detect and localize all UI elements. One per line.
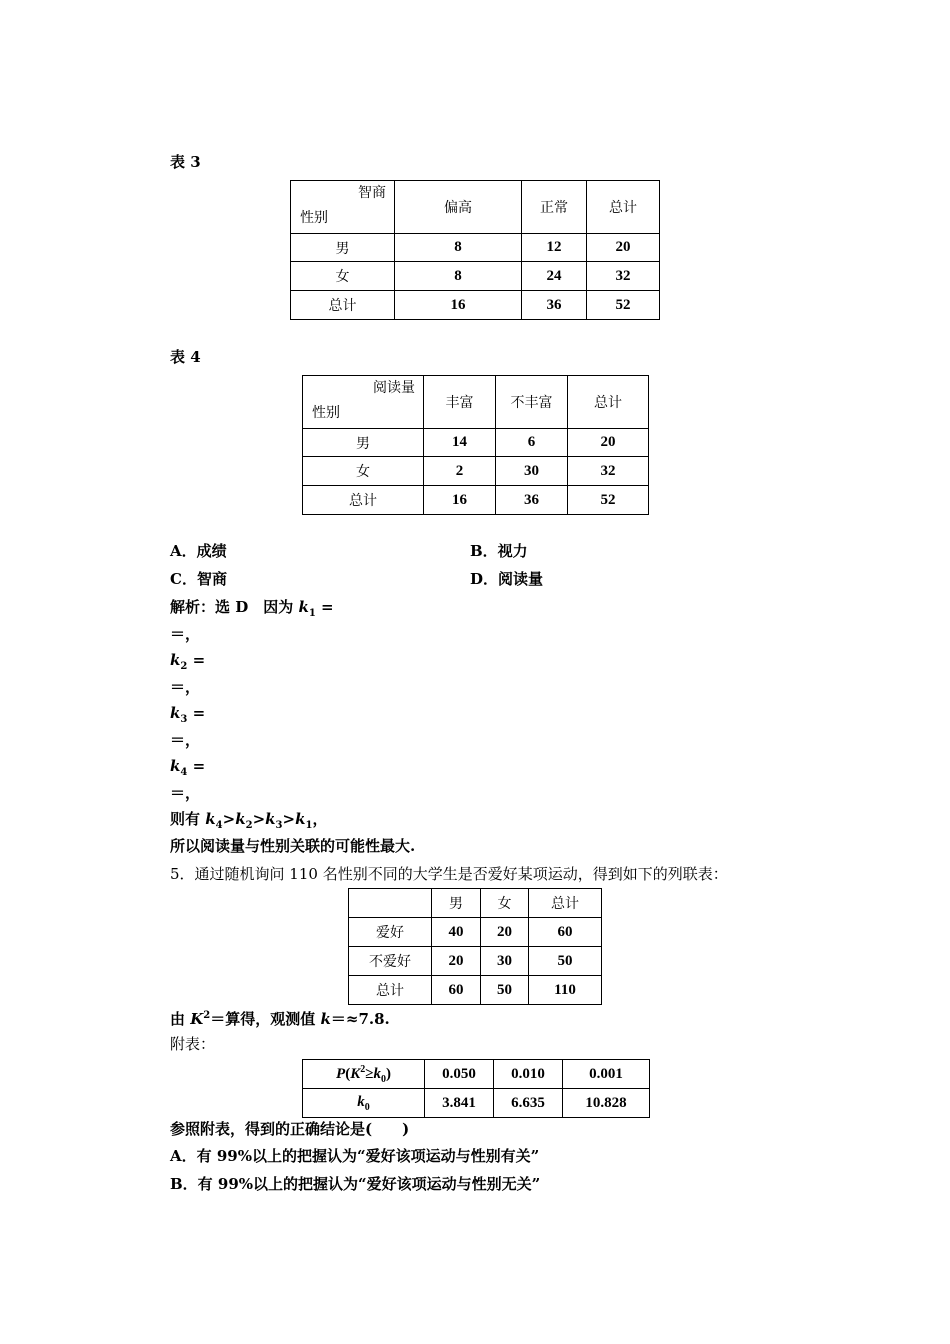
k-symbol: k [373, 1065, 381, 1082]
ge-sign: ≥ [365, 1065, 374, 1082]
table3-label: 表 3 [170, 153, 201, 171]
table-row [291, 262, 660, 291]
k-subscript: 1 [308, 608, 316, 619]
equals: = [315, 598, 334, 616]
table3 [290, 180, 660, 320]
q5-row-label: 总计 [349, 976, 432, 1005]
q5-cell: 110 [529, 976, 602, 1005]
P-symbol: P [336, 1065, 346, 1082]
table3-cell: 8 [395, 262, 522, 291]
ref-k-value: 3.841 [425, 1089, 494, 1118]
table3-cell: 8 [395, 234, 522, 262]
k-symbol: k [320, 1010, 331, 1028]
option-d [470, 569, 543, 589]
table-row [303, 457, 649, 486]
table4-header: 丰富 [424, 376, 496, 429]
table4-cell: 30 [496, 457, 568, 486]
table4-cell: 2 [424, 457, 496, 486]
table-row [291, 234, 660, 262]
ref-p-label [303, 1060, 425, 1089]
table-row [303, 486, 649, 515]
k-symbol: k [205, 810, 216, 828]
table-row [291, 291, 660, 320]
q5-question: 参照附表，得到的正确结论是( ) [170, 1120, 410, 1138]
q5-cell: 40 [432, 918, 481, 947]
gt-sign: > [252, 810, 266, 828]
k-symbol: k [170, 651, 181, 669]
K-symbol: K [350, 1065, 361, 1082]
then-text: 则有 [170, 810, 206, 828]
table3-row-label: 女 [291, 262, 395, 291]
solution-lead-text: 解析：选 D 因为 [170, 598, 299, 616]
K-superscript: 2 [203, 1010, 211, 1021]
k-symbol: k [295, 810, 306, 828]
k2-line [170, 650, 205, 677]
q5-cell: 20 [481, 918, 529, 947]
table3-corner-top: 智商 [358, 185, 386, 201]
table-row [349, 947, 602, 976]
k4-line [170, 756, 205, 783]
solution-cont: ＝， [170, 731, 201, 749]
q5-table [348, 888, 602, 1005]
ref-p-value: 0.001 [563, 1060, 650, 1089]
k-symbol: k [170, 757, 181, 775]
table4-corner-top: 阅读量 [373, 380, 415, 396]
table3-header: 总计 [587, 181, 660, 234]
table3-row-label: 男 [291, 234, 395, 262]
table-row [349, 976, 602, 1005]
table4-row-label: 总计 [303, 486, 424, 515]
q5-cell: 50 [529, 947, 602, 976]
table3-row-label: 总计 [291, 291, 395, 320]
ordering-line [170, 809, 327, 836]
paren: ) [385, 1065, 391, 1082]
equals: = [187, 704, 206, 722]
q5-cell: 60 [529, 918, 602, 947]
k-subscript: 0 [364, 1101, 370, 1113]
table4-cell: 6 [496, 429, 568, 457]
table3-cell: 24 [522, 262, 587, 291]
table4-header: 总计 [568, 376, 649, 429]
option-c-text: C．智商 [170, 570, 227, 588]
q5-row-label: 爱好 [349, 918, 432, 947]
q5-cell: 30 [481, 947, 529, 976]
q5-header: 男 [432, 889, 481, 918]
k-subscript: 2 [245, 820, 253, 831]
option-c [170, 569, 227, 589]
appendix-label: 附表： [170, 1035, 216, 1053]
k-subscript: 4 [215, 820, 223, 831]
table4-corner-cell [303, 376, 424, 429]
q5-cell: 60 [432, 976, 481, 1005]
q5-option-b: B．有 99%以上的把握认为“爱好该项运动与性别无关” [170, 1175, 541, 1193]
table3-corner-cell [291, 181, 395, 234]
q5-option-a: A．有 99%以上的把握认为“爱好该项运动与性别有关” [170, 1147, 540, 1165]
calc-prefix: 由 [170, 1010, 191, 1028]
equals: = [187, 757, 206, 775]
k-subscript: 0 [380, 1073, 386, 1085]
table3-cell: 32 [587, 262, 660, 291]
table4-header: 不丰富 [496, 376, 568, 429]
q5-header [349, 889, 432, 918]
k-symbol: k [298, 598, 309, 616]
reference-table [302, 1059, 650, 1118]
table4-cell: 20 [568, 429, 649, 457]
calc-end: ＝≈7.8. [330, 1010, 390, 1028]
calc-mid: ＝算得，观测值 [210, 1010, 321, 1028]
table4-cell: 32 [568, 457, 649, 486]
table4-row-label: 女 [303, 457, 424, 486]
table3-cell: 12 [522, 234, 587, 262]
table3-cell: 16 [395, 291, 522, 320]
comma: ， [312, 810, 328, 828]
k-symbol: k [265, 810, 276, 828]
table3-corner-bottom: 性别 [300, 210, 328, 226]
option-b [470, 541, 528, 561]
K-symbol: K [190, 1010, 204, 1028]
paren: ( [345, 1065, 351, 1082]
table4-cell: 16 [424, 486, 496, 515]
table3-header: 正常 [522, 181, 587, 234]
q5-stem: 5．通过随机询问 110 名性别不同的大学生是否爱好某项运动，得到如下的列联表： [170, 865, 728, 883]
k-symbol: k [235, 810, 246, 828]
q5-header: 女 [481, 889, 529, 918]
table4-cell: 52 [568, 486, 649, 515]
table3-header: 偏高 [395, 181, 522, 234]
gt-sign: > [282, 810, 296, 828]
k-subscript: 2 [180, 661, 188, 672]
table4-label: 表 4 [170, 348, 201, 366]
solution-cont: ＝， [170, 625, 201, 643]
option-a-text: A．成绩 [170, 542, 227, 560]
q5-cell: 20 [432, 947, 481, 976]
k-subscript: 4 [180, 767, 188, 778]
k-subscript: 3 [275, 820, 283, 831]
ref-k-label [303, 1089, 425, 1118]
ref-p-value: 0.010 [494, 1060, 563, 1089]
k-symbol: k [170, 704, 181, 722]
k3-line [170, 703, 205, 730]
equals: = [187, 651, 206, 669]
ref-p-value: 0.050 [425, 1060, 494, 1089]
table4 [302, 375, 649, 515]
q5-row-label: 不爱好 [349, 947, 432, 976]
k-subscript: 1 [305, 820, 313, 831]
k-subscript: 3 [180, 714, 188, 725]
ref-k-value: 6.635 [494, 1089, 563, 1118]
solution-conclusion: 所以阅读量与性别关联的可能性最大. [170, 837, 416, 855]
ref-k-value: 10.828 [563, 1089, 650, 1118]
table3-cell: 20 [587, 234, 660, 262]
table-row [349, 918, 602, 947]
solution-cont: ＝， [170, 784, 201, 802]
q5-header: 总计 [529, 889, 602, 918]
table3-cell: 36 [522, 291, 587, 320]
solution-lead [170, 597, 334, 624]
k-symbol: k [357, 1093, 365, 1110]
option-b-text: B．视力 [470, 542, 528, 560]
gt-sign: > [222, 810, 236, 828]
table4-row-label: 男 [303, 429, 424, 457]
q5-cell: 50 [481, 976, 529, 1005]
option-d-text: D．阅读量 [470, 570, 544, 588]
option-a [170, 541, 227, 561]
q5-calc [170, 1006, 390, 1029]
solution-cont: ＝， [170, 678, 201, 696]
table-row [303, 429, 649, 457]
K-superscript: 2 [360, 1063, 366, 1075]
table4-cell: 36 [496, 486, 568, 515]
table3-cell: 52 [587, 291, 660, 320]
table4-corner-bottom: 性别 [312, 405, 340, 421]
table4-cell: 14 [424, 429, 496, 457]
